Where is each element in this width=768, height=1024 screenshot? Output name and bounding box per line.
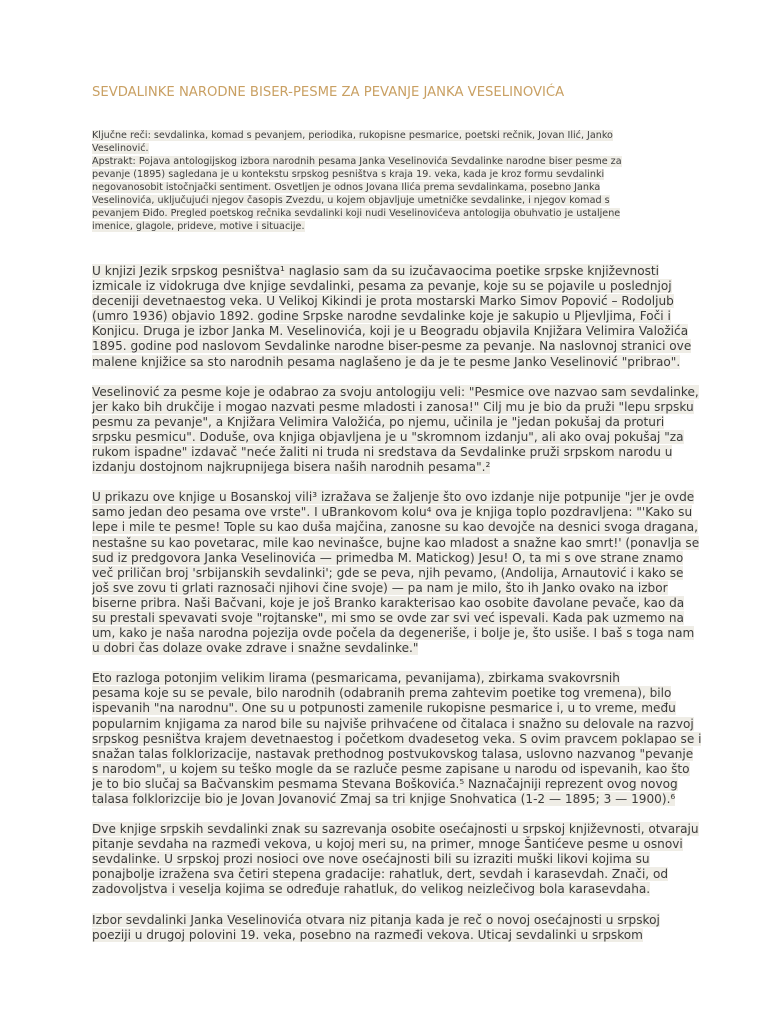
text-line: jer kako bih drukčije i mogao nazvati pesme mladosti i zanosa!" Cilj mu je bio da pruži "lepu srpsku — [92, 399, 694, 414]
text-line: su prestali spevavati svoje "rojtanske", mi smo se ovde zar svi već ispevali. Kada pak uzmemo na — [92, 610, 684, 625]
text-line: več priličan broj 'srbijanskih sevdalinki'; gde se peva, njih pevamo, (Andolija, Arnautović i kako se — [92, 565, 684, 580]
text-line: Veselinović za pesme koje je odabrao za svoju antologiju veli: "Pesmice ove nazvao sam sevdalinke, — [92, 384, 699, 399]
text-line: srpsku pesmicu". Doduše, ova knjiga objavljena je u "skromnom izdanju", ali ako ovaj pokušaj "za — [92, 429, 684, 444]
text-line: Eto razloga potonjim velikim lirama (pesmaricama, pevanijama), zbirkama svakovrsnih — [92, 671, 620, 686]
abstract-block — [92, 129, 680, 233]
body-text — [92, 264, 702, 958]
text-line: pesmu za pevanje", a Knjižara Velimira Valožića, po njemu, učinila je "jedan pokušaj da proturi — [92, 414, 665, 429]
text-line: um, kako je naša narodna pojezija ovde počela da degeneriše, i bolje je, što usiše. I baš s toga nam — [92, 626, 695, 641]
text-line: ponajbolje izražena sva četiri stepena gradacije: rahatluk, dert, sevdah i karasevdah. Znači, od — [92, 867, 669, 882]
text-line: (umro 1936) objavio 1892. godine Srpske narodne sevdalinke koje je sakupio u Pljevljima, Foči i — [92, 309, 671, 324]
abstract-line: imenice, glagole, prideve, motive i situacije. — [92, 221, 305, 232]
paragraph-1 — [92, 264, 692, 370]
abstract-line: negovanosobit istočnjački sentiment. Osvetljen je odnos Jovana Ilića prema sevdalinkama, posebno Janka — [92, 182, 601, 193]
abstract-line: Veselinović. — [92, 143, 149, 154]
abstract-line: Veselinovića, uključujući njegov časopis Zvezdu, u kojem objavljuje umetničke sevdalinke, i njegov komad s — [92, 195, 610, 206]
abstract-line: Ključne reči: sevdalinka, komad s pevanjem, periodika, rukopisne pesmarice, poetski rečnik, Jovan Ilić, Janko — [92, 130, 613, 141]
text-line: talasa folklorizcije bio je Jovan Jovanović Zmaj sa tri knjige Snohvatica (1-2 — 1895; 3 — 1900).⁶ — [92, 792, 676, 806]
text-line: popularnim knjigama za narod bile su najviše prihvaćene od čitalaca i snažno su delovale na razvoj — [92, 716, 694, 731]
text-line: U knjizi Jezik srpskog pesništva¹ naglasio sam da su izučavaocima poetike srpske književnosti — [92, 264, 660, 278]
text-line: U prikazu ove knjige u Bosanskoj vili³ izražava se žaljenje što ovo izdanje nije potpunije "jer je ovde — [92, 490, 695, 505]
text-line: Dve knjige srpskih sevdalinki znak su sazrevanja osobite osećajnosti u srpskoj književnosti, otvaraju — [92, 822, 699, 837]
text-line: još sve zovu ti grlati raznosači njihovi čine svoje) — pa nam je milo, što ih Janko ovako na izbor — [92, 580, 668, 595]
text-line: poeziji u drugoj polovini 19. veka, posebno na razmeđi vekova. Uticaj sevdalinki u srpskom — [92, 927, 643, 942]
text-line: srpskog pesništva krajem devetnaestog i početkom dvadesetog veka. S ovim pravcem poklapao se i — [92, 731, 702, 746]
paragraph-4 — [92, 671, 702, 807]
abstract-line: pevanje (1895) sagledana je u kontekstu srpskog pesništva s kraja 19. veka, kada je kroz formu sevdalinki — [92, 169, 605, 180]
text-line: nestašne su kao povetarac, mile kao nevinašce, bujne kao mladost a snažne kao smrt!' (ponavlja se — [92, 535, 700, 550]
text-line: lepe i mile te pesme! Tople su kao duša majčina, zanosne su kao devojče na desnici svoga dragana, — [92, 520, 699, 535]
paragraph-6 — [92, 913, 680, 943]
text-line: samo jedan deo pesama ove vrste". I uBrankovom kolu⁴ ova je knjiga toplo pozdravljena: "'Kako su — [92, 505, 693, 520]
text-line: ispevanih "na narodnu". One su u potpunosti zamenile rukopisne pesmarice i, u to vreme, među — [92, 701, 676, 716]
paragraph-2 — [92, 384, 699, 476]
paragraph-5 — [92, 822, 699, 897]
text-line: Konjicu. Druga je izbor Janka M. Veselinovića, koji je u Beogradu objavila Knjižara Velimira Valožića — [92, 324, 689, 339]
text-line: biserne pribra. Naši Bačvani, koje je još Branko karakterisao kao osobite đavolane pevače, kao da — [92, 595, 685, 610]
text-line: sud iz predgovora Janka Veselinovića — primedba M. Matickog) Jesu! O, ta mi s ove strane znamo — [92, 550, 684, 565]
abstract-line: Apstrakt: Pojava antologijskog izbora narodnih pesama Janka Veselinovića Sevdalinke narodne biser pesme za — [92, 156, 622, 167]
text-line: snažan talas folklorizacije, nastavak prethodnog postvukovskog talasa, uslovno nazvanog "pevanje — [92, 746, 694, 761]
text-line: u dobri čas dolaze ovake zdrave i snažne sevdalinke." — [92, 641, 419, 656]
paragraph-3 — [92, 490, 700, 656]
text-line: pitanje sevdaha na razmeđi vekova, u kojoj meri su, na primer, mnoge Šantićeve pesme u osnovi — [92, 837, 683, 852]
text-line: deceniji devetnaestog veka. U Velikoj Kikindi je prota mostarski Marko Simov Popović – Rodoljub — [92, 294, 674, 309]
text-line: izdanju dostojnom najkrupnijega bisera naših narodnih pesama".² — [92, 460, 491, 475]
text-line: izmicale iz vidokruga dve knjige sevdalinki, pesama za pevanje, koje su se pojavile u poslednjoj — [92, 279, 672, 294]
text-line: pesama koje su se pevale, bilo narodnih (odabranih prema zahtevim poetike tog vremena), bilo — [92, 686, 672, 701]
text-line: 1895. godine pod naslovom Sevdalinke narodne biser-pesme za pevanje. Na naslovnoj stranici ove — [92, 339, 692, 354]
text-line: zadovoljstva i veselja kojima se određuje rahatluk, do velikog neizlečivog bola karasevdaha. — [92, 882, 651, 897]
abstract-line: pevanjem Điđo. Pregled poetskog rečnika sevdalinki koji nudi Veselinovićeva antologija obuhvatio je ustaljene — [92, 208, 621, 219]
text-line: malene knjižice sa sto narodnih pesama naglašeno je da je te pesme Janko Veselinović "pribrao". — [92, 354, 681, 369]
text-line: rukom ispadne" izdavač "neće žaliti ni truda ni sredstava da Sevdalinke pruži srpskom narodu u — [92, 445, 673, 460]
document-title: SEVDALINKE NARODNE BISER-PESME ZA PEVANJE JANKA VESELINOVIĆA — [92, 85, 565, 100]
text-line: s narodom", u kojem su teško mogle da se razluče pesme zapisane u narodu od ispevanih, kao što — [92, 761, 690, 776]
text-line: sevdalinke. U srpskoj prozi nosioci ove nove osećajnosti bili su izraziti muški likovi kojima su — [92, 852, 650, 867]
text-line: je to bio slučaj sa Bačvanskim pesmama Stevana Boškovića.⁵ Naznačajniji reprezent ovog novog — [92, 776, 678, 791]
text-line: Izbor sevdalinki Janka Veselinovića otvara niz pitanja kada je reč o novoj osećajnosti u srpskoj — [92, 912, 660, 927]
